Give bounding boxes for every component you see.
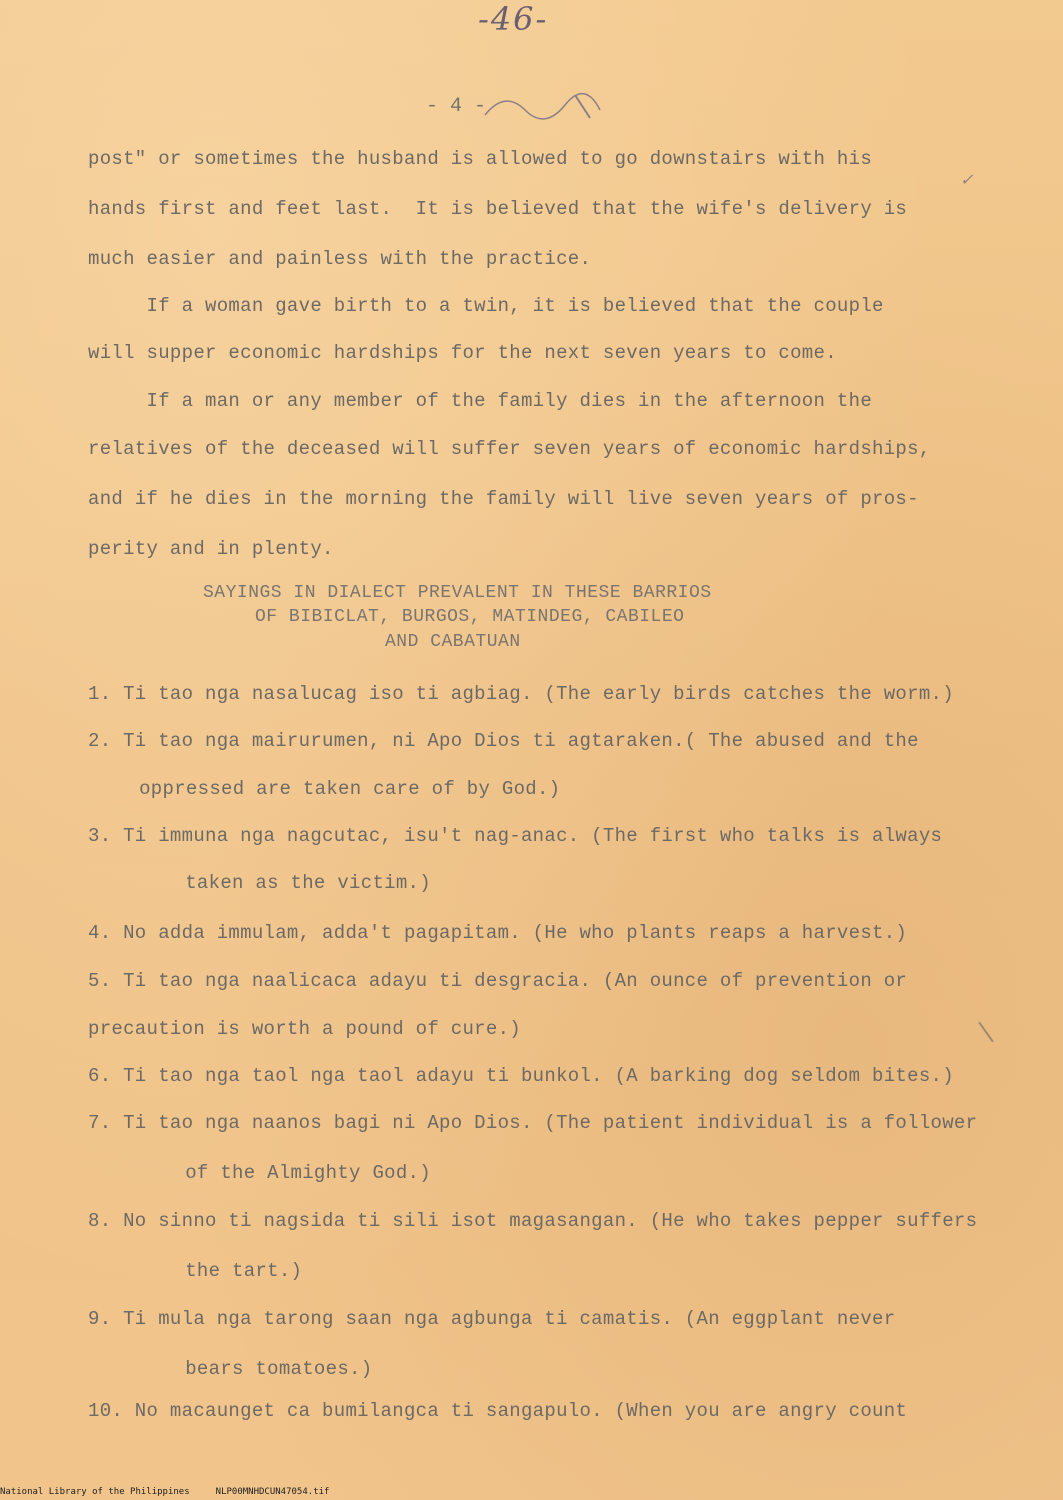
margin-mark: ✓ [960, 170, 974, 189]
saying-8: 8. No sinno ti nagsida ti sili isot magasangan. (He who takes pepper suffers [88, 1210, 978, 1232]
saying-2-continued: oppressed are taken care of by God.) [104, 778, 561, 800]
saying-5: 5. Ti tao nga naalicaca adayu ti desgracia. (An ounce of prevention or [88, 970, 908, 992]
handwritten-page-number: -46- [478, 0, 549, 38]
margin-tick [978, 1022, 993, 1043]
scribble-mark [480, 80, 640, 130]
saying-5-continued: precaution is worth a pound of cure.) [88, 1018, 521, 1040]
footer-library: National Library of the Philippines [0, 1487, 190, 1497]
saying-1: 1. Ti tao nga nasalucag iso ti agbiag. (The early birds catches the worm.) [88, 683, 954, 705]
body-line: hands first and feet last. It is believed that the wife's delivery is [88, 198, 908, 220]
body-line: If a woman gave birth to a twin, it is believed that the couple [88, 295, 884, 317]
saying-3-continued: taken as the victim.) [115, 872, 431, 894]
saying-3: 3. Ti immuna nga nagcutac, isu't nag-anac. (The first who talks is always [88, 825, 943, 847]
body-line: and if he dies in the morning the family will live seven years of pros- [88, 488, 919, 510]
saying-7: 7. Ti tao nga naanos bagi ni Apo Dios. (The patient individual is a follower [88, 1112, 978, 1134]
saying-7-continued: of the Almighty God.) [115, 1162, 431, 1184]
body-line: will supper economic hardships for the next seven years to come. [88, 342, 837, 364]
body-line: post" or sometimes the husband is allowed to go downstairs with his [88, 148, 873, 170]
saying-9: 9. Ti mula nga tarong saan nga agbunga ti camatis. (An eggplant never [88, 1308, 896, 1330]
footer-bar [0, 1487, 329, 1497]
footer-file-id: NLP00MNHDCUN47054.tif [215, 1487, 330, 1497]
body-line: much easier and painless with the practice. [88, 248, 592, 270]
saying-9-continued: bears tomatoes.) [115, 1358, 373, 1380]
body-line: If a man or any member of the family dies in the afternoon the [88, 390, 873, 412]
saying-8-continued: the tart.) [115, 1260, 303, 1282]
saying-4: 4. No adda immulam, adda't pagapitam. (He who plants reaps a harvest.) [88, 922, 908, 944]
saying-6: 6. Ti tao nga taol nga taol adayu ti bunkol. (A barking dog seldom bites.) [88, 1065, 954, 1087]
section-heading-line-2: OF BIBICLAT, BURGOS, MATINDEG, CABILEO [255, 607, 685, 627]
body-line: relatives of the deceased will suffer seven years of economic hardships, [88, 438, 931, 460]
saying-10: 10. No macaunget ca bumilangca ti sangapulo. (When you are angry count [88, 1400, 908, 1422]
saying-2: 2. Ti tao nga mairurumen, ni Apo Dios ti agtaraken.( The abused and the [88, 730, 919, 752]
body-line: perity and in plenty. [88, 538, 334, 560]
section-heading-line-1: SAYINGS IN DIALECT PREVALENT IN THESE BARRIOS [203, 583, 712, 603]
typed-page-number: - 4 - [426, 95, 487, 118]
section-heading-line-3: AND CABATUAN [385, 632, 521, 652]
